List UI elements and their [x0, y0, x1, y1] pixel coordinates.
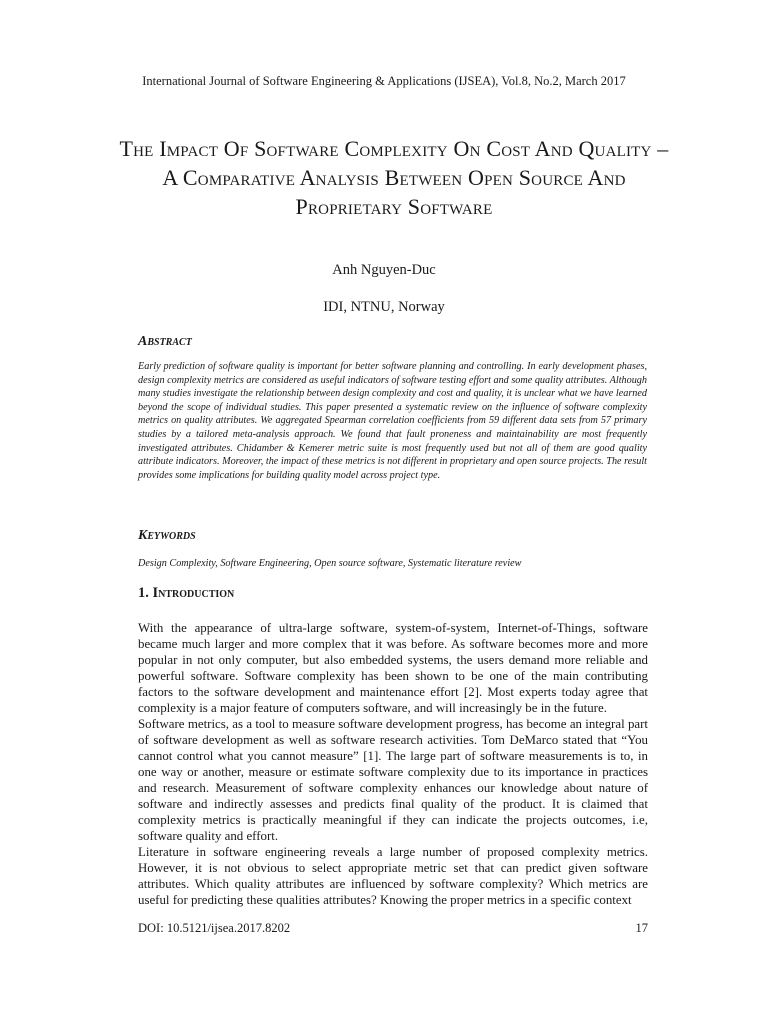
keywords-heading: Keywords [138, 528, 196, 543]
paper-title: The Impact Of Software Complexity On Cost And Quality – A Comparative Analysis Between Open Source And Proprietary Software [119, 136, 669, 219]
keywords-text: Design Complexity, Software Engineering, Open source software, Systematic literature review [138, 558, 522, 569]
introduction-paragraph-1a: With the appearance of ultra-large software, system-of-system, Internet-of-Things, software became much larger and more complex that it was before. As software becomes more and more popular in not only computer, but also embedded systems, the users demand more reliable and powerful software. Software complexity has been shown to be one of the main contributing factors to the software development and maintenance effort [2]. Most experts today agree that complexity is a major feature of computers software, and will increasingly be in the future. [138, 621, 648, 715]
journal-running-header: International Journal of Software Engineering & Applications (IJSEA), Vol.8, No.2, March 2017 [142, 74, 626, 88]
introduction-heading: 1. Introduction [138, 585, 235, 601]
author-affiliation: IDI, NTNU, Norway [323, 299, 445, 315]
author-name: Anh Nguyen-Duc [332, 262, 436, 278]
abstract-heading: Abstract [138, 334, 192, 349]
introduction-paragraph-1b: Software metrics, as a tool to measure software development progress, has become an integral part of software development as well as software research activities. Tom DeMarco stated that “You cannot control what you cannot measure” [1]. The large part of software measurements is to, in one way or another, measure or estimate software complexity due to its importance in practices and research. Measurement of software complexity enhances our knowledge about nature of software and indirectly assesses and predicts final quality of the product. It is claimed that complexity metrics is practically meaningful if they can indicate the projects outcomes, i.e, software quality and effort. [138, 717, 648, 843]
introduction-paragraph-1 [138, 620, 648, 844]
page-number: 17 [635, 921, 648, 935]
introduction-paragraph-2: Literature in software engineering reveals a large number of proposed complexity metrics. However, it is not obvious to select appropriate metric set that can predict given software attributes. Which quality attributes are influenced by software complexity? Which metrics are useful for predicting these qualities attributes? Knowing the proper metrics in a specific context [138, 845, 648, 907]
abstract-text: Early prediction of software quality is important for better software planning and controlling. In early development phases, design complexity metrics are considered as useful indicators of software testing effort and some quality attributes. Although many studies investigate the relationship between design complexity and cost and quality, it is unclear what we have learned beyond the scope of individual studies. This paper presented a systematic review on the influence of software complexity metrics on quality attributes. We aggregated Spearman correlation coefficients from 59 different data sets from 57 primary studies by a tailored meta-analysis approach. We found that fault proneness and maintainability are most frequently investigated attributes. Chidamber & Kemerer metric suite is most frequently used but not all of them are good quality attribute indicators. Moreover, the impact of these metrics is not different in proprietary and open source projects. The result provides some implications for building quality model across project type. [138, 361, 647, 481]
doi-footer: DOI: 10.5121/ijsea.2017.8202 [138, 921, 291, 935]
